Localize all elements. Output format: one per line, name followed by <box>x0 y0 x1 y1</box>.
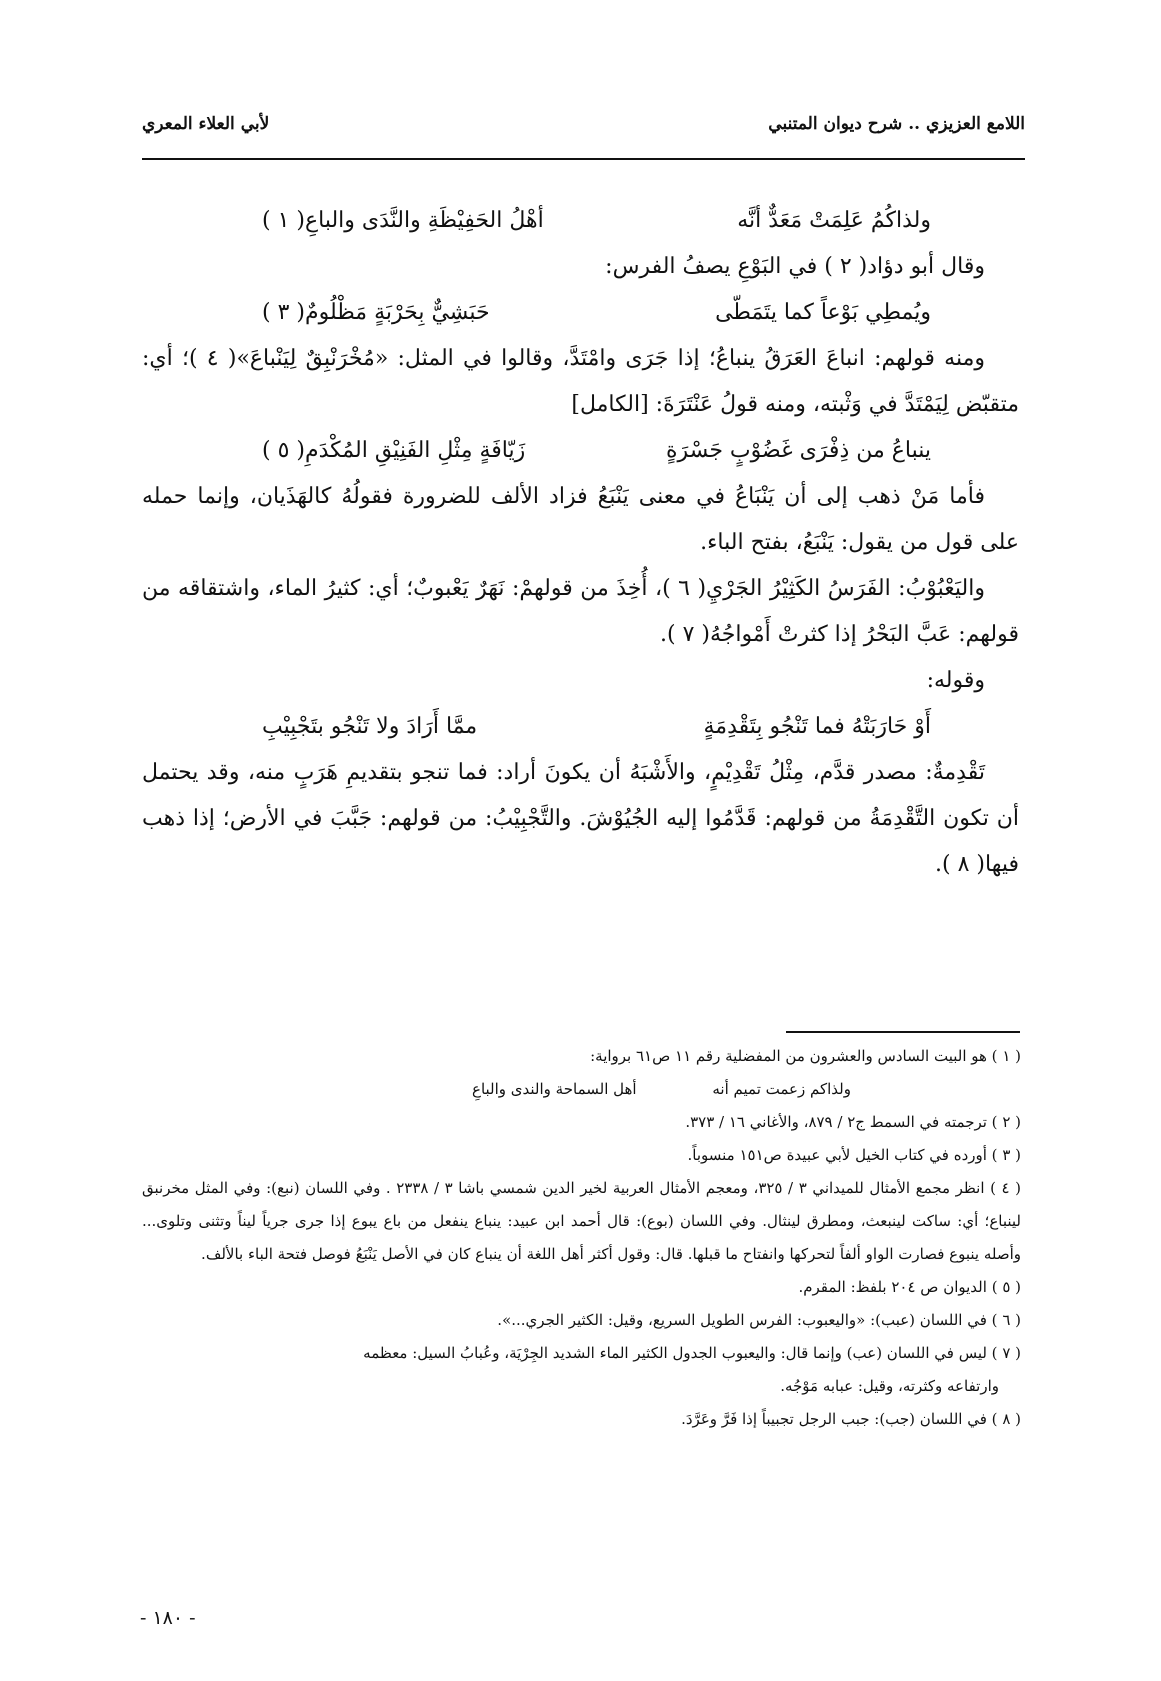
footnote: ( ٦ ) في اللسان (عبب): «واليعبوب: الفرس الطويل السريع، وقيل: الكثير الجري...». <box>497 1311 1021 1329</box>
verse-second-hemistich: أهْلُ الحَفِيْظَةِ والنَّدَى والباعِ( ١ ) <box>262 208 544 233</box>
footnote <box>142 1172 1021 1271</box>
verse-line <box>142 704 1019 750</box>
footnote-verse <box>142 1073 1021 1106</box>
footnote-lead: ( ٧ ) ليس في اللسان (عب) وإنما قال: واليعبوب الجدول الكثير الماء الشديد الجِرْيَة، وعُبابُ السيل: معظمه <box>363 1344 1021 1362</box>
verse-first-hemistich: ولذاكُمُ عَلِمَتْ مَعَدٌّ أنَّه <box>737 208 931 233</box>
footnote: ( ١ ) هو البيت السادس والعشرون من المفضلية رقم ١١ ص٦١ برواية: <box>590 1047 1021 1065</box>
verse-first-hemistich: أَوْ حَارَبَتْهُ فما تَنْجُو بِتَقْدِمَةٍ <box>703 714 931 739</box>
author-name: لأبي العلاء المعري <box>142 114 270 134</box>
paragraph: واليَعْبُوْبُ: الفَرَسُ الكَثِيْرُ الجَرْيِ( ٦ )، أُخِذَ من قولهمْ: نَهَرٌ يَعْبوبٌ؛ أي: كثيرُ الماء، واشتقاقه من قولهم: عَبَّ البَحْرُ إذا كثرتْ أَمْواجُهُ( ٧ ). <box>142 576 1019 647</box>
footnote-rule <box>786 1031 1020 1033</box>
verse-line <box>142 428 1019 474</box>
main-text <box>142 198 1019 888</box>
verse-first-hemistich: ولذاكم زعمت تميم أنه <box>712 1080 851 1098</box>
verse-second-hemistich: زَيّافَةٍ مِثْلِ الفَنِيْقِ المُكْدَمِ( ٥ ) <box>262 438 526 463</box>
footnote: ( ٨ ) في اللسان (جب): جبب الرجل تجبيباً إذا فَرَّ وعَرَّدَ. <box>681 1410 1021 1428</box>
footnote <box>142 1337 1021 1403</box>
book-title: اللامع العزيزي .. شرح ديوان المتنبي <box>768 114 1025 134</box>
paragraph: فأما مَنْ ذهب إلى أن يَنْبَاعُ في معنى يَنْبَعُ فزاد الألف للضرورة فقولُهُ كالهَذَيان، وإنما حمله على قول من يقول: يَنْبَعُ، بفتح الباء. <box>142 484 1019 555</box>
footnote-lead: ( ٤ ) انظر مجمع الأمثال للميداني ٣ / ٣٢٥، ومعجم الأمثال العربية لخير الدين شمسي باشا ٣ / ٢٣٣٨ . وفي <box>353 1179 1021 1197</box>
paragraph: وقال أبو دؤاد( ٢ ) في البَوْعِ يصفُ الفرس: <box>605 254 985 279</box>
paragraph: ومنه قولهم: انباعَ العَرَقُ ينباعُ؛ إذا جَرَى وامْتَدَّ، وقالوا في المثل: «مُخْرَنْبِقٌ لِيَنْباعَ»( ٤ )؛ أي: متقبّض لِيَمْتَدَّ في وَثْبته، ومنه قولُ عَنْتَرَةَ: [الكامل] <box>142 346 1019 417</box>
verse-line <box>142 198 1019 244</box>
footnotes <box>142 1040 1021 1436</box>
header-rule <box>142 158 1025 160</box>
footnote: ( ٥ ) الديوان ص ٢٠٤ بلفظ: المقرم. <box>798 1278 1021 1296</box>
page-number: - ١٨٠ - <box>140 1607 196 1629</box>
verse-first-hemistich: ويُمطِي بَوْعاً كما يتَمَطّى <box>715 300 931 325</box>
footnote: ( ٣ ) أورده في كتاب الخيل لأبي عبيدة ص١٥١ منسوباً. <box>687 1146 1021 1164</box>
verse-second-hemistich: ممَّا أَرَادَ ولا تَنْجُو بتَجْبِيْبِ <box>262 714 478 739</box>
footnote: ( ٢ ) ترجمته في السمط ج٢ / ٨٧٩، والأغاني ١٦ / ٣٧٣. <box>685 1113 1021 1131</box>
verse-first-hemistich: ينباعُ من ذِفْرَى غَضُوْبٍ جَسْرَةٍ <box>666 438 931 463</box>
verse-line <box>142 290 1019 336</box>
running-header <box>142 112 1025 148</box>
footnote-continuation: وارتفاعه وكثرته، وقيل: عبابه مَوْجُه. <box>780 1377 999 1395</box>
footnote-continuation: اللسان (نبع): وفي المثل مخرنبق لينباع؛ أي: ساكت لينبعث، ومطرق لينثال. وفي اللسان (بوع): قال أحمد ابن عبيد: ينباع ينفعل من باع يبوع إذا جرى جرياً ليناً وتثنى وتلوى... وأصله ينبوع فصارت الواو ألفاً لتحركها وانفتاح ما قبلها. قال: وقول أكثر أهل اللغة أن ينباع كان في الأصل يَنْبَعُ فوصل فتحة الباء بالألف. <box>142 1179 1021 1263</box>
verse-second-hemistich: حَبَشِيٌّ بِحَرْبَةٍ مَظْلُومٌ( ٣ ) <box>262 300 490 325</box>
verse-second-hemistich: أهل السماحة والندى والباعِ <box>472 1080 637 1098</box>
paragraph: وقوله: <box>926 668 985 693</box>
paragraph: تَقْدِمةٌ: مصدر قدَّم، مِثْلُ تَقْدِيْمٍ، والأَشْبَهُ أن يكونَ أراد: فما تنجو بتقديمِ هَرَبٍ منه، وقد يحتمل أن تكون التَّقْدِمَةُ من قولهم: قَدَّمُوا إليه الجُيُوْشَ. والتَّجْبِيْبُ: من قولهم: جَبَّبَ في الأرض؛ إذا ذهب فيها( ٨ ). <box>142 760 1019 877</box>
